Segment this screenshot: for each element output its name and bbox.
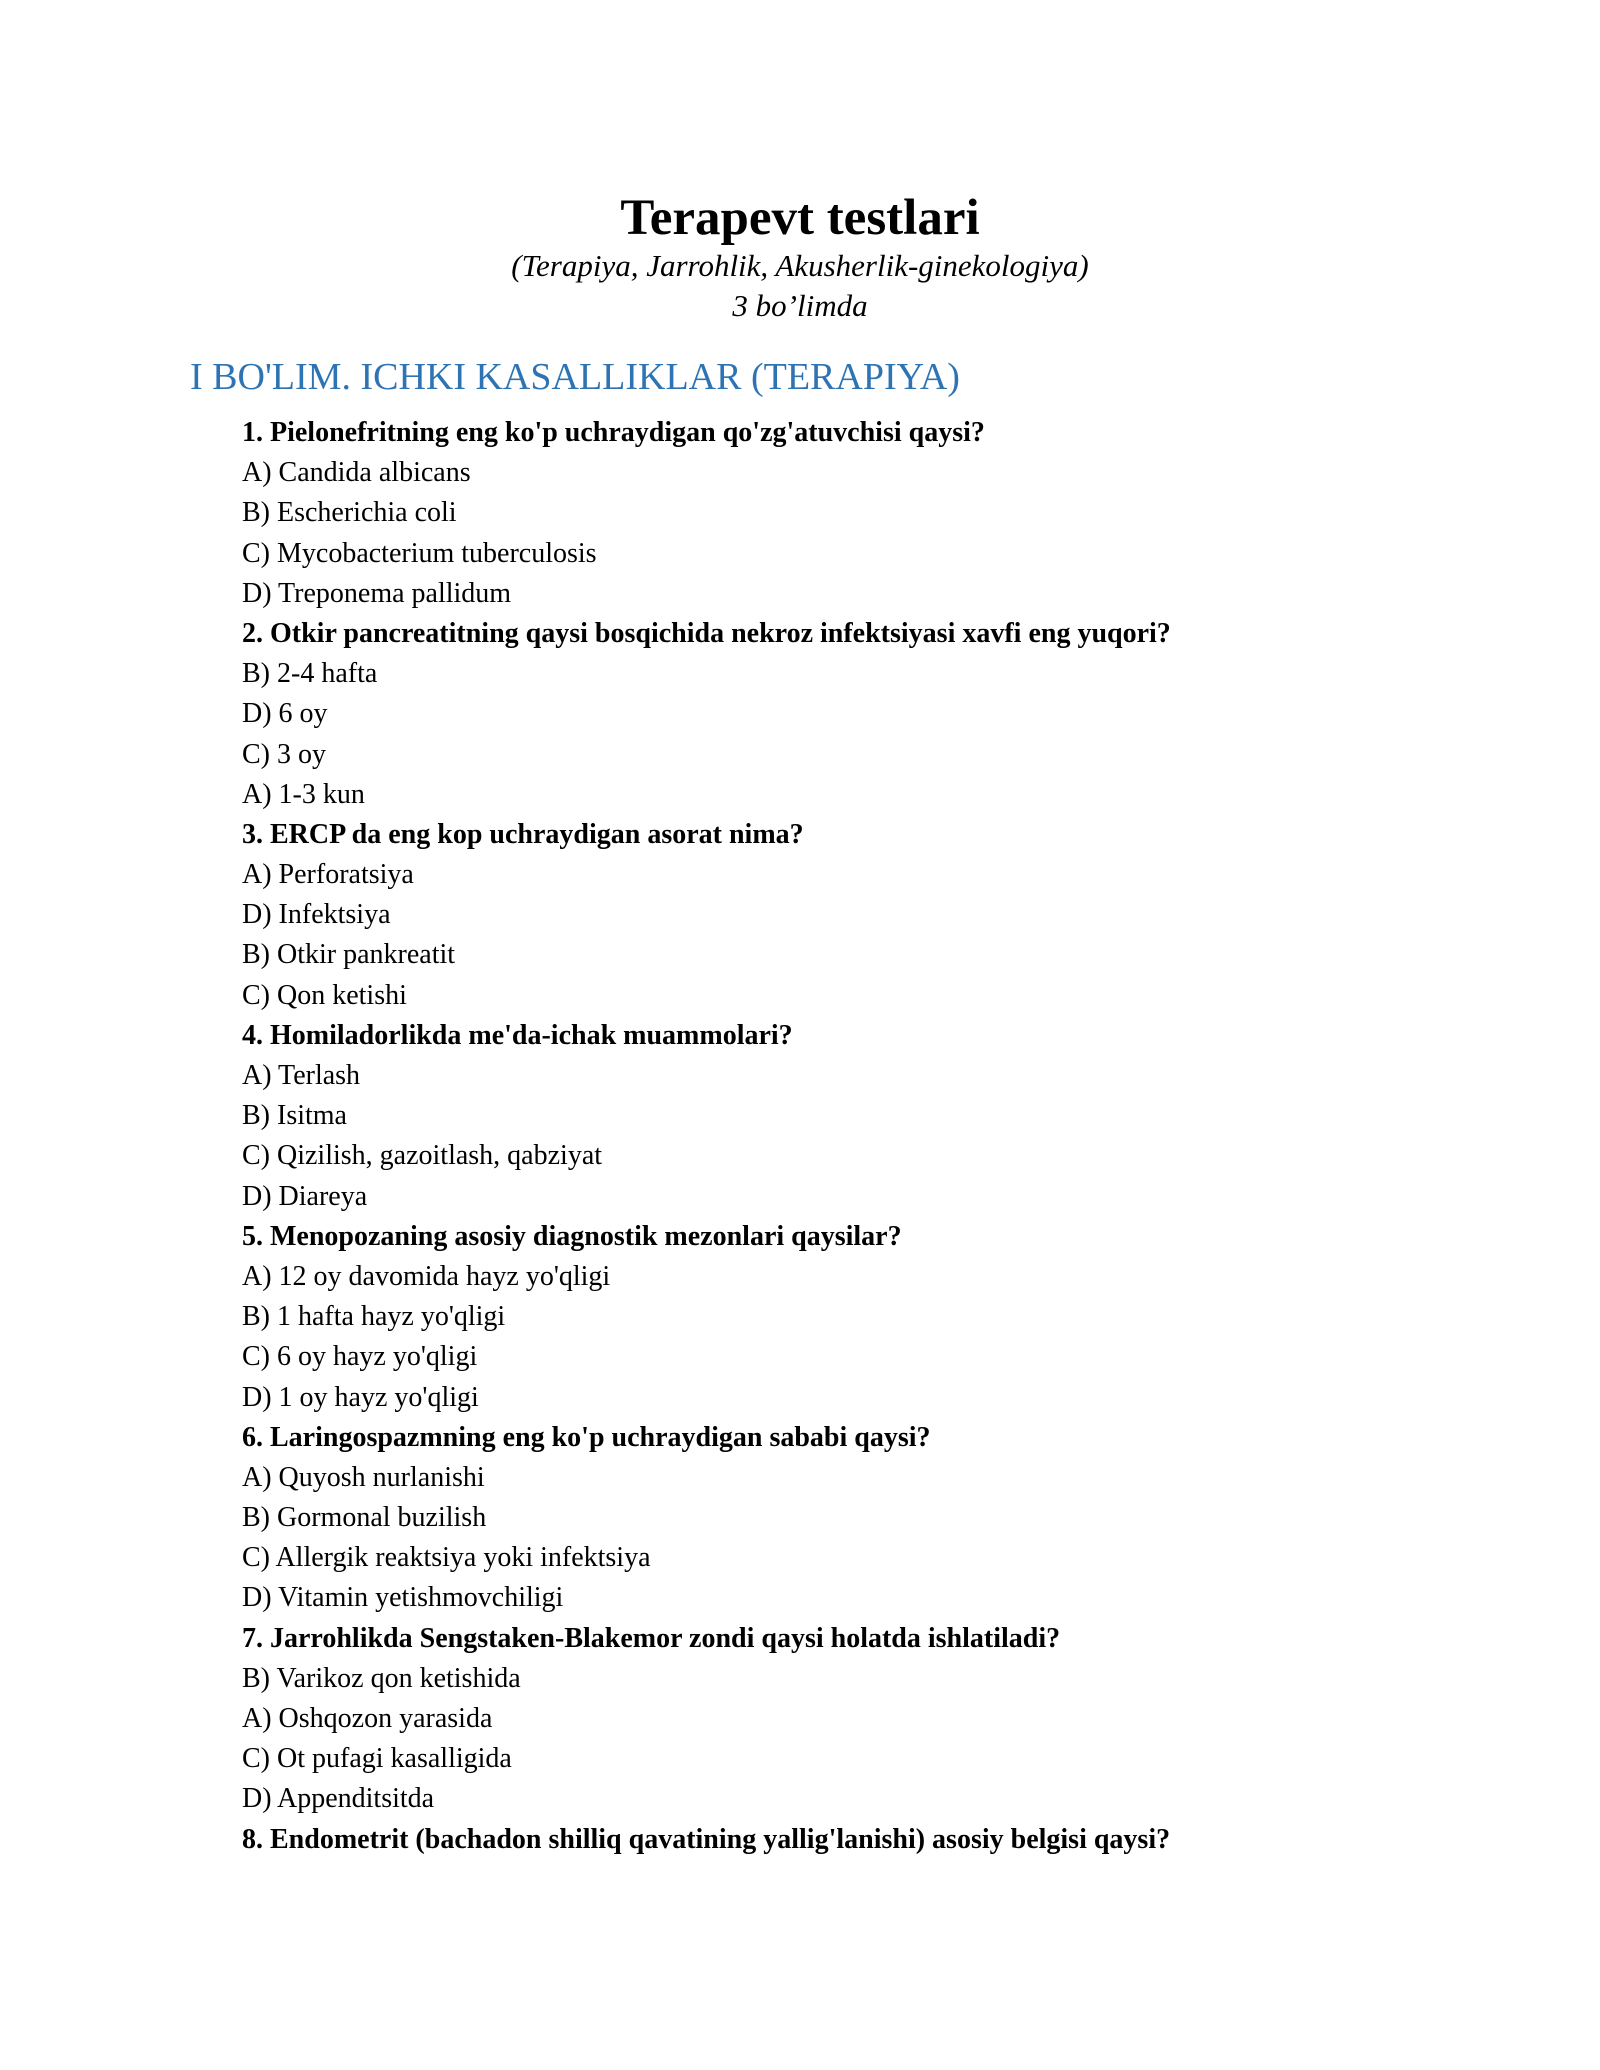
question-3-option-2: D) Infektsiya — [242, 899, 391, 931]
question-7-option-1: B) Varikoz qon ketishida — [242, 1662, 521, 1694]
question-3-option-1: A) Perforatsiya — [242, 859, 414, 891]
question-7-option-2: A) Oshqozon yarasida — [242, 1703, 493, 1734]
question-1-option-4: D) Treponema pallidum — [242, 577, 512, 609]
question-7-option-4: D) Appenditsitda — [242, 1783, 435, 1815]
question-2-option-4: A) 1-3 kun — [242, 778, 365, 810]
question-list — [242, 413, 1522, 1860]
document-title: Terapevt testlari — [620, 190, 980, 246]
question-4-option-3: C) Qizilish, gazoitlash, qabziyat — [242, 1140, 603, 1172]
document-subtitle: (Terapiya, Jarrohlik, Akusherlik-ginekologiya) — [511, 248, 1089, 283]
question-2-option-3: C) 3 oy — [242, 738, 326, 770]
question-5-option-1: A) 12 oy davomida hayz yo'qligi — [242, 1260, 611, 1292]
question-2-text: 2. Otkir pancreatitning qaysi bosqichida nekroz infektsiyasi xavfi eng yuqori? — [242, 617, 1171, 649]
section-heading: I BO'LIM. ICHKI KASALLIKLAR (TERAPIYA) — [190, 356, 960, 398]
question-7-option-3: C) Ot pufagi kasalligida — [242, 1743, 512, 1775]
question-3-option-4: C) Qon ketishi — [242, 979, 407, 1011]
question-6-option-2: B) Gormonal buzilish — [242, 1502, 487, 1534]
question-6-option-1: A) Quyosh nurlanishi — [242, 1461, 485, 1493]
question-4-text: 4. Homiladorlikda me'da-ichak muammolari? — [242, 1019, 793, 1051]
question-3-text: 3. ERCP da eng kop uchraydigan asorat nima? — [242, 818, 804, 850]
question-5-option-3: C) 6 oy hayz yo'qligi — [242, 1341, 478, 1373]
question-6-option-4: D) Vitamin yetishmovchiligi — [242, 1582, 564, 1614]
document-parts-note: 3 bo’limda — [732, 288, 868, 323]
question-1-option-2: B) Escherichia coli — [242, 497, 457, 529]
question-1-option-3: C) Mycobacterium tuberculosis — [242, 537, 597, 569]
question-1-option-1: A) Candida albicans — [242, 457, 471, 489]
question-3-option-3: B) Otkir pankreatit — [242, 939, 456, 971]
question-4-option-1: A) Terlash — [242, 1060, 361, 1091]
question-5-option-4: D) 1 oy hayz yo'qligi — [242, 1381, 479, 1413]
question-4-option-2: B) Isitma — [242, 1100, 347, 1132]
question-6-option-3: C) Allergik reaktsiya yoki infektsiya — [242, 1542, 651, 1574]
question-2-option-2: D) 6 oy — [242, 698, 328, 730]
question-5-option-2: B) 1 hafta hayz yo'qligi — [242, 1301, 506, 1333]
question-2-option-1: B) 2-4 hafta — [242, 658, 378, 690]
question-5-text: 5. Menopozaning asosiy diagnostik mezonlari qaysilar? — [242, 1220, 902, 1252]
question-8-text: 8. Endometrit (bachadon shilliq qavatining yallig'lanishi) asosiy belgisi qaysi? — [242, 1823, 1171, 1855]
question-7-text: 7. Jarrohlikda Sengstaken-Blakemor zondi qaysi holatda ishlatiladi? — [242, 1622, 1061, 1654]
question-6-text: 6. Laringospazmning eng ko'p uchraydigan sababi qaysi? — [242, 1421, 931, 1453]
question-4-option-4: D) Diareya — [242, 1180, 368, 1212]
question-1-text: 1. Pielonefritning eng ko'p uchraydigan qo'zg'atuvchisi qaysi? — [242, 417, 985, 448]
